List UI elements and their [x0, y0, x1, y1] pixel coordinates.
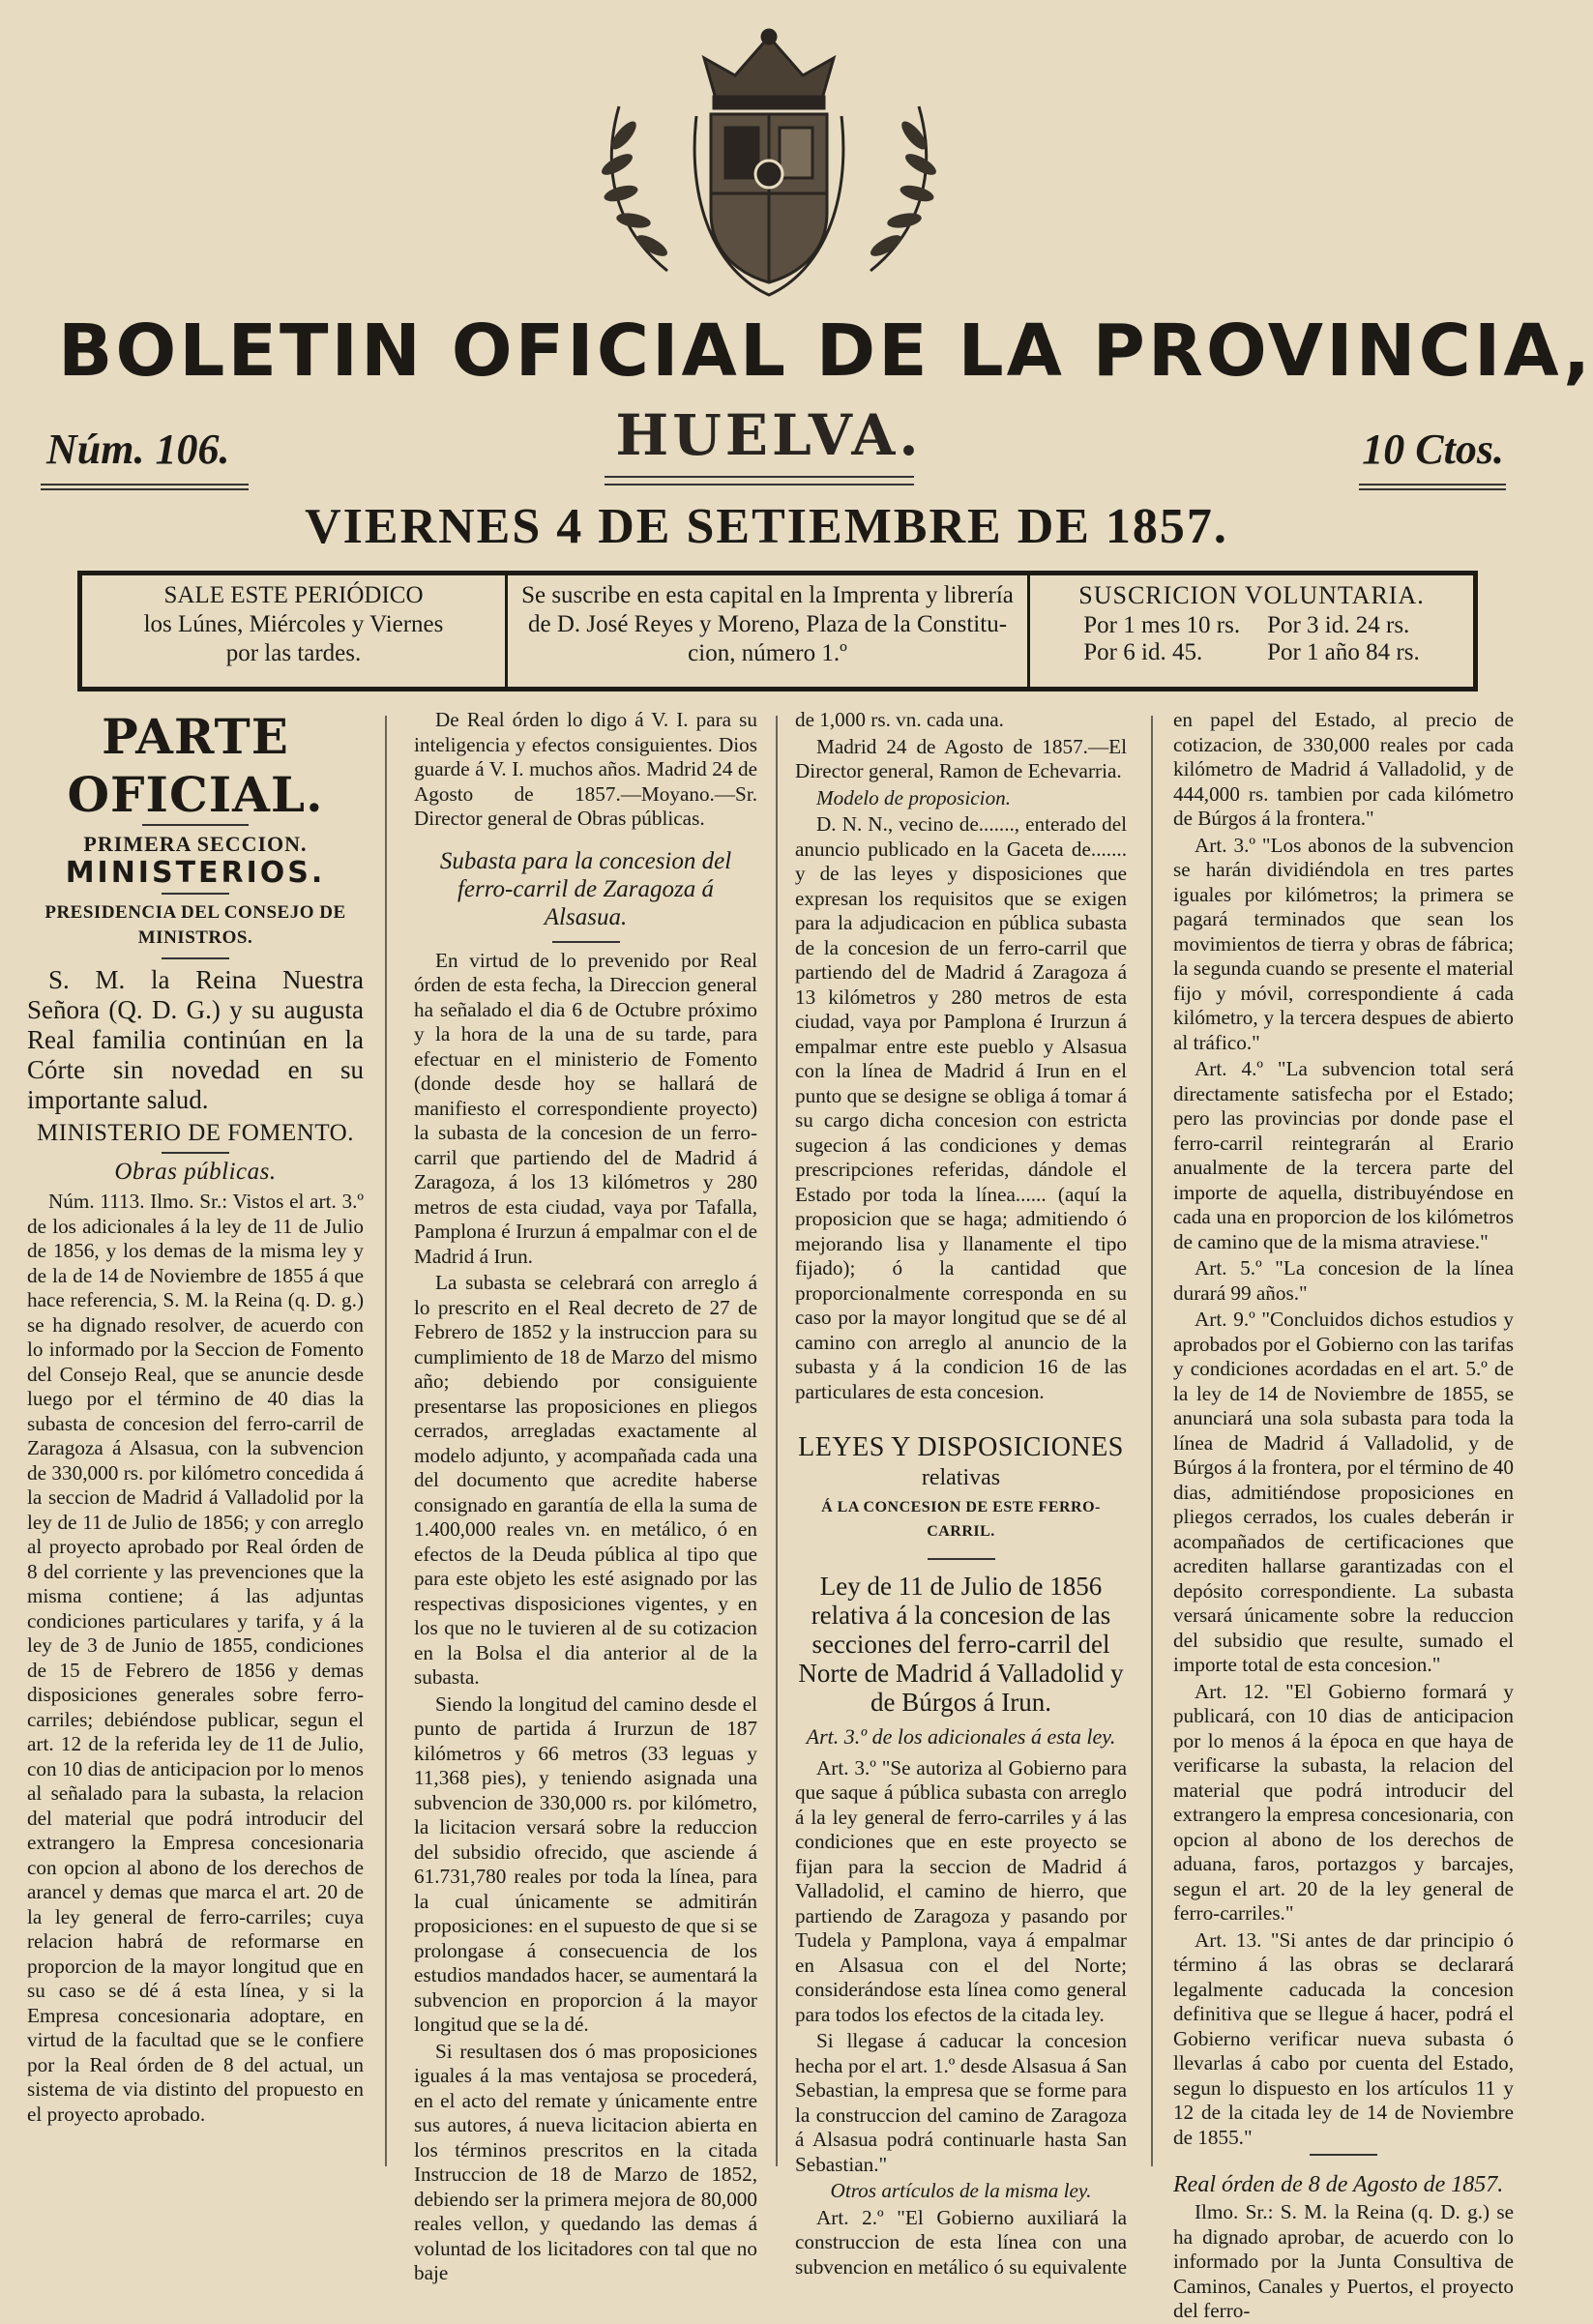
issue-date: VIERNES 4 DE SETIEMBRE DE 1857.	[305, 499, 1228, 554]
subheading: Otros artículos de la misma ley.	[830, 2179, 1092, 2202]
subheading: Art. 3.º de los adicionales á esta ley.	[806, 1723, 1116, 1749]
divider	[162, 893, 229, 895]
subheading: Subasta para la concesion del ferro-carril de Zaragoza á Alsasua.	[439, 847, 732, 930]
paragraph: D. N. N., vecino de......., enterado del anuncio publicado en la Gaceta de....... y de las leyes y disposiciones que expresan los requisitos que se exigen para la adjudicacion en pública subasta de la concesion de un ferro-carril que partiendo del de Madrid á Zaragoza á 13 kilómetros y 280 metros de esta ciudad, vaya por Pamplona é Irurzun á empalmar entre este pueblo y Alsasua con la línea de Madrid á Irun en el punto que se designe se obliga á tomar á su cargo dicha concesion con estricta sugecion á las condiciones y demas prescripciones referidas, dándole el Estado por toda la línea...... (aquí la proposicion que se haga; admitiendo ó mejorando lisa y llanamente el tipo fijado); ó la cantidad que proporcionalmente corresponda en su caso por la mayor longitud que se dé al camino con arreglo al anuncio de la subasta y á la condicion 16 de las particulares de esta concesion.	[795, 812, 1127, 1403]
law-heading: Ley de 11 de Julio de 1856 relativa á la concesion de las secciones del ferro-carril del Norte de Madrid á Valladolid y de Búrgos á Irun.	[798, 1571, 1124, 1717]
column-1	[27, 708, 364, 2188]
issue-number: Núm. 106.	[46, 426, 230, 473]
section-subheading: Á LA CONCESION DE ESTE FERRO-CARRIL.	[821, 1498, 1101, 1540]
divider	[552, 941, 620, 943]
ministries-heading: MINISTERIOS.	[65, 855, 326, 890]
divider	[928, 1558, 995, 1560]
price-row	[1070, 639, 1432, 666]
royal-order-heading: Real órden de 8 de Agosto de 1857.	[1173, 2172, 1504, 2197]
subheading: Obras públicas.	[114, 1158, 277, 1185]
newspaper-title: BOLETIN OFICIAL DE LA PROVINCIA,	[58, 309, 1593, 393]
price-cell: Por 3 id. 24 rs.	[1267, 612, 1410, 638]
divider	[162, 957, 229, 959]
ministry-heading: MINISTERIO DE FOMENTO.	[37, 1120, 354, 1146]
divider-right	[1359, 484, 1506, 490]
schedule-line: por las tardes.	[225, 640, 362, 666]
subscription-line: cion, número 1.º	[688, 640, 847, 666]
issue-price: 10 Ctos.	[1362, 426, 1504, 473]
schedule-line: SALE ESTE PERIÓDICO	[163, 582, 424, 608]
paragraph: S. M. la Reina Nuestra Señora (Q. D. G.) y su augusta Real familia continúan en la Córte sin novedad en su importante salud.	[27, 965, 364, 1114]
paragraph: de 1,000 rs. vn. cada una.	[795, 708, 1004, 731]
column-3	[795, 708, 1128, 2279]
divider	[1310, 2154, 1377, 2156]
section-subheading: relativas	[921, 1465, 1001, 1490]
info-box	[77, 571, 1478, 691]
royal-coat-of-arms-icon	[580, 29, 958, 309]
subscription-heading: SUSCRICION VOLUNTARIA.	[1078, 581, 1425, 609]
paragraph: Si resultasen dos ó mas proposiciones iguales á la mas ventajosa se procederá, en el acto del remate y únicamente entre sus autores, á nueva licitacion abierta en los términos prescritos en la citada Instruccion de 18 de Marzo de 1852, debiendo ser la primera mejora de 80,000 reales vellon, y quedando las demas á voluntad de los licitadores con tal que no baje	[414, 2039, 757, 2284]
paragraph: Núm. 1113. Ilmo. Sr.: Vistos el art. 3.º de los adicionales á la ley de 11 de Julio de 1856, y los demas de la misma ley y de la de 14 de Noviembre de 1855 á que hace referencia, S. M. la Reina (q. D. g.) se ha dignado resolver, de acuerdo con lo informado por la Seccion de Fomento del Consejo Real, que se anuncie desde luego por el término de 40 dias la subasta de concesion del ferro-carril de Zaragoza á Alsasua, con la subvencion de 330,000 rs. por kilómetro concedida á la seccion de Madrid á Valladolid por la ley de 11 de Julio de 1856; y con arreglo al proyecto aprobado por Real órden de 8 del corriente y las prevenciones que la misma contiene; á las adjuntas condiciones particulares y tarifa, y á la ley de 3 de Junio de 1855, condiciones de 15 de Febrero de 1856 y demas disposiciones generales sobre ferro-carriles; debiéndose publicar, segun el art. 12 de la referida ley de 11 de Julio, con 10 dias de anticipacion por lo menos al señalado para la subasta, la relacion del material que podrá introducir del extrangero la Empresa concesionaria con opcion al abono de los derechos de arancel y demas que marca el art. 20 de la ley general de ferro-carriles; cuya relacion habrá de reformarse en proporcion de la mayor longitud que en su caso se dé á esta línea, y si la Empresa concesionaria adoptare, en virtud de la facultad que se le confiere por la Real órden de 8 del actual, un sistema de via distinto del propuesto en el proyecto aprobado.	[27, 1190, 364, 2126]
paragraph: De Real órden lo digo á V. I. para su inteligencia y efectos consiguientes. Dios guarde á V. I. muchos años. Madrid 24 de Agosto de 1857.—Moyano.—Sr. Director general de Obras públicas.	[414, 708, 757, 830]
divider-center	[605, 476, 914, 485]
schedule-line: los Lúnes, Miércoles y Viernes	[143, 611, 444, 637]
divider	[142, 824, 249, 826]
paragraph: Art. 2.º "El Gobierno auxiliará la construccion de esta línea con una subvencion en metálico ó su equivalente	[795, 2205, 1128, 2279]
paragraph: Art. 3.º "Los abonos de la subvencion se harán dividiéndola en tres partes iguales por kilómetros; la primera se pagará terminados que sean los movimientos de tierra y obras de fábrica; la segunda cuando se presente el material fijo y móvil, correspondiente á cada kilómetro, y la tercera despues de abierto al tráfico."	[1173, 833, 1514, 1054]
column-2	[414, 708, 757, 2284]
paragraph: Art. 13. "Si antes de dar principio ó término á las obras se declarará legalmente caducada la concesion definitiva que se llegue á hacer, podrá el Gobierno verificar nueva subasta ó llevarlas á cabo por cuenta del Estado, segun lo dispuesto en los artículos 11 y 12 de la citada ley de 14 de Noviembre de 1855."	[1173, 1927, 1514, 2149]
paragraph: Art. 5.º "La concesion de la línea durará 99 años."	[1173, 1256, 1514, 1305]
column-divider	[776, 716, 778, 2166]
subheading: Modelo de proposicion.	[816, 785, 1012, 809]
paragraph: Art. 3.º "Se autoriza al Gobierno para que saque á pública subasta con arreglo á la ley general de ferro-carriles y á las condiciones que en este proyecto se fijan para la seccion de Madrid á Valladolid, el camino de hierro, que partiendo de Zaragoza y pasando por Tudela y Pamplona, vaya á empalmar en Alsasua con el del Norte; considerándose esta línea como general para todos los efectos de la citada ley.	[795, 1755, 1127, 2026]
price-cell: Por 1 año 84 rs.	[1267, 639, 1420, 665]
column-divider	[385, 716, 387, 2166]
presidency-heading: PRESIDENCIA DEL CONSEJO DE MINISTROS.	[44, 902, 346, 948]
paragraph: en papel del Estado, al precio de cotizacion, de 330,000 reales por cada kilómetro de Madrid á Valladolid, y de 444,000 rs. tambien por cada kilómetro de Búrgos á la frontera."	[1173, 708, 1514, 830]
paragraph: Art. 4.º "La subvencion total será directamente satisfecha por el Estado; pero las provincias por donde pase el ferro-carril reintegrarán al Erario anualmente de la tercera parte del importe de aquella, distribuyéndose en cada una en proporcion de los kilómetros de camino que de la misma atraviese."	[1173, 1057, 1514, 1253]
price-row	[1070, 612, 1432, 639]
paragraph: Si llegase á caducar la concesion hecha por el art. 1.º desde Alsasua á San Sebastian, la empresa que se forme para la construccion del camino de Zaragoza á Alsasua podrá continuarle hasta San Sebastian."	[795, 2029, 1127, 2176]
column-divider	[1151, 716, 1153, 2166]
divider	[162, 1152, 229, 1154]
city-name: HUELVA.	[615, 402, 923, 468]
section-heading: LEYES Y DISPOSICIONES	[798, 1432, 1124, 1462]
section-subtitle: PRIMERA SECCION.	[83, 832, 308, 856]
paragraph: Art. 9.º "Concluidos dichos estudios y aprobados por el Gobierno con las tarifas y condiciones acordadas en el art. 5.º de la ley de 14 de Noviembre de 1855, se anunciará una sola subasta para toda la línea de Madrid á Valladolid, y de Búrgos á la frontera, por el término de 40 dias, admitiéndose proposiciones en pliegos cerrados, los cuales deberán ir acompañados de certificaciones que acrediten hallarse garantizadas con el depósito correspondiente. La subasta versará únicamente sobre la reduccion del subsidio que resulte, sumado el importe total de esta concesion."	[1173, 1308, 1514, 1676]
subscription-line: Se suscribe en esta capital en la Imprenta y librería	[521, 582, 1014, 608]
paragraph: En virtud de lo prevenido por Real órden de esta fecha, la Direccion general ha señalado el dia 6 de Octubre próximo y la hora de la una de su tarde, para efectuar en el ministerio de Fomento (donde desde hoy se hallará de manifiesto el correspondiente proyecto) la subasta de la concesion de un ferro-carril que partiendo del de Madrid á Zaragoza, á los 13 kilómetros y 280 metros de esta ciudad, vaya por Tafalla, Pamplona é Irurzun á empalmar con el de Madrid á Irun.	[414, 948, 757, 1268]
section-title: PARTE OFICIAL.	[67, 708, 324, 823]
subscription-line: de D. José Reyes y Moreno, Plaza de la Constitu-	[527, 611, 1008, 637]
paragraph: Siendo la longitud del camino desde el punto de partida á Irurzun de 187 kilómetros y 66 metros (33 leguas y 11,368 pies), y teniendo asignada una subvencion de 330,000 rs. por kilómetro, la licitacion versará sobre la reduccion del subsidio ofrecido, que asciende á 61.731,780 reales por toda la línea, para la cual únicamente se admitirán proposiciones: en el supuesto de que si se prolongase á consecuencia de los estudios mandados hacer, se aumentará la subvencion en proporcion á la mayor longitud que se la dé.	[414, 1692, 757, 2036]
price-table	[1070, 612, 1432, 666]
paragraph: Ilmo. Sr.: S. M. la Reina (q. D. g.) se ha dignado aprobar, de acuerdo con lo informado por la Junta Consultiva de Caminos, Canales y Puertos, el proyecto del ferro-	[1173, 2200, 1514, 2322]
paragraph: La subasta se celebrará con arreglo á lo prescrito en el Real decreto de 27 de Febrero de 1852 y la instruccion para su cumplimiento de 18 de Marzo del mismo año; debiendo por consiguiente presentarse las proposiciones en pliegos cerrados, arregladas exactamente al modelo adjunto, y acompañada cada una del documento que acredite haberse consignado en garantía de ella la suma de 1.400,000 reales vn. en metálico, ó en efectos de la Deuda pública al tipo que para este objeto les esté asignado por las respectivas disposiciones vigentes, y en los que no le tuvieren al de su cotizacion en la Bolsa el dia anterior al de la subasta.	[414, 1271, 757, 1689]
paragraph: Madrid 24 de Agosto de 1857.—El Director general, Ramon de Echevarria.	[795, 734, 1127, 782]
subscription-place	[508, 575, 1030, 687]
price-cell: Por 6 id. 45.	[1083, 639, 1203, 665]
subscription-prices	[1030, 575, 1473, 687]
column-4	[1173, 708, 1514, 2322]
publication-schedule	[82, 575, 508, 687]
divider-left	[41, 484, 249, 490]
price-cell: Por 1 mes 10 rs.	[1083, 612, 1241, 638]
paragraph: Art. 12. "El Gobierno formará y publicará, con 10 dias de anticipacion por lo menos á la época en que haya de verificarse la subasta, la relacion del material que podrá introducir del extrangero la empresa concesionaria, con opcion al abono de los derechos de aduana, faros, portazgos y barcajes, segun el art. 20 de la ley general de ferro-carriles."	[1173, 1679, 1514, 1925]
